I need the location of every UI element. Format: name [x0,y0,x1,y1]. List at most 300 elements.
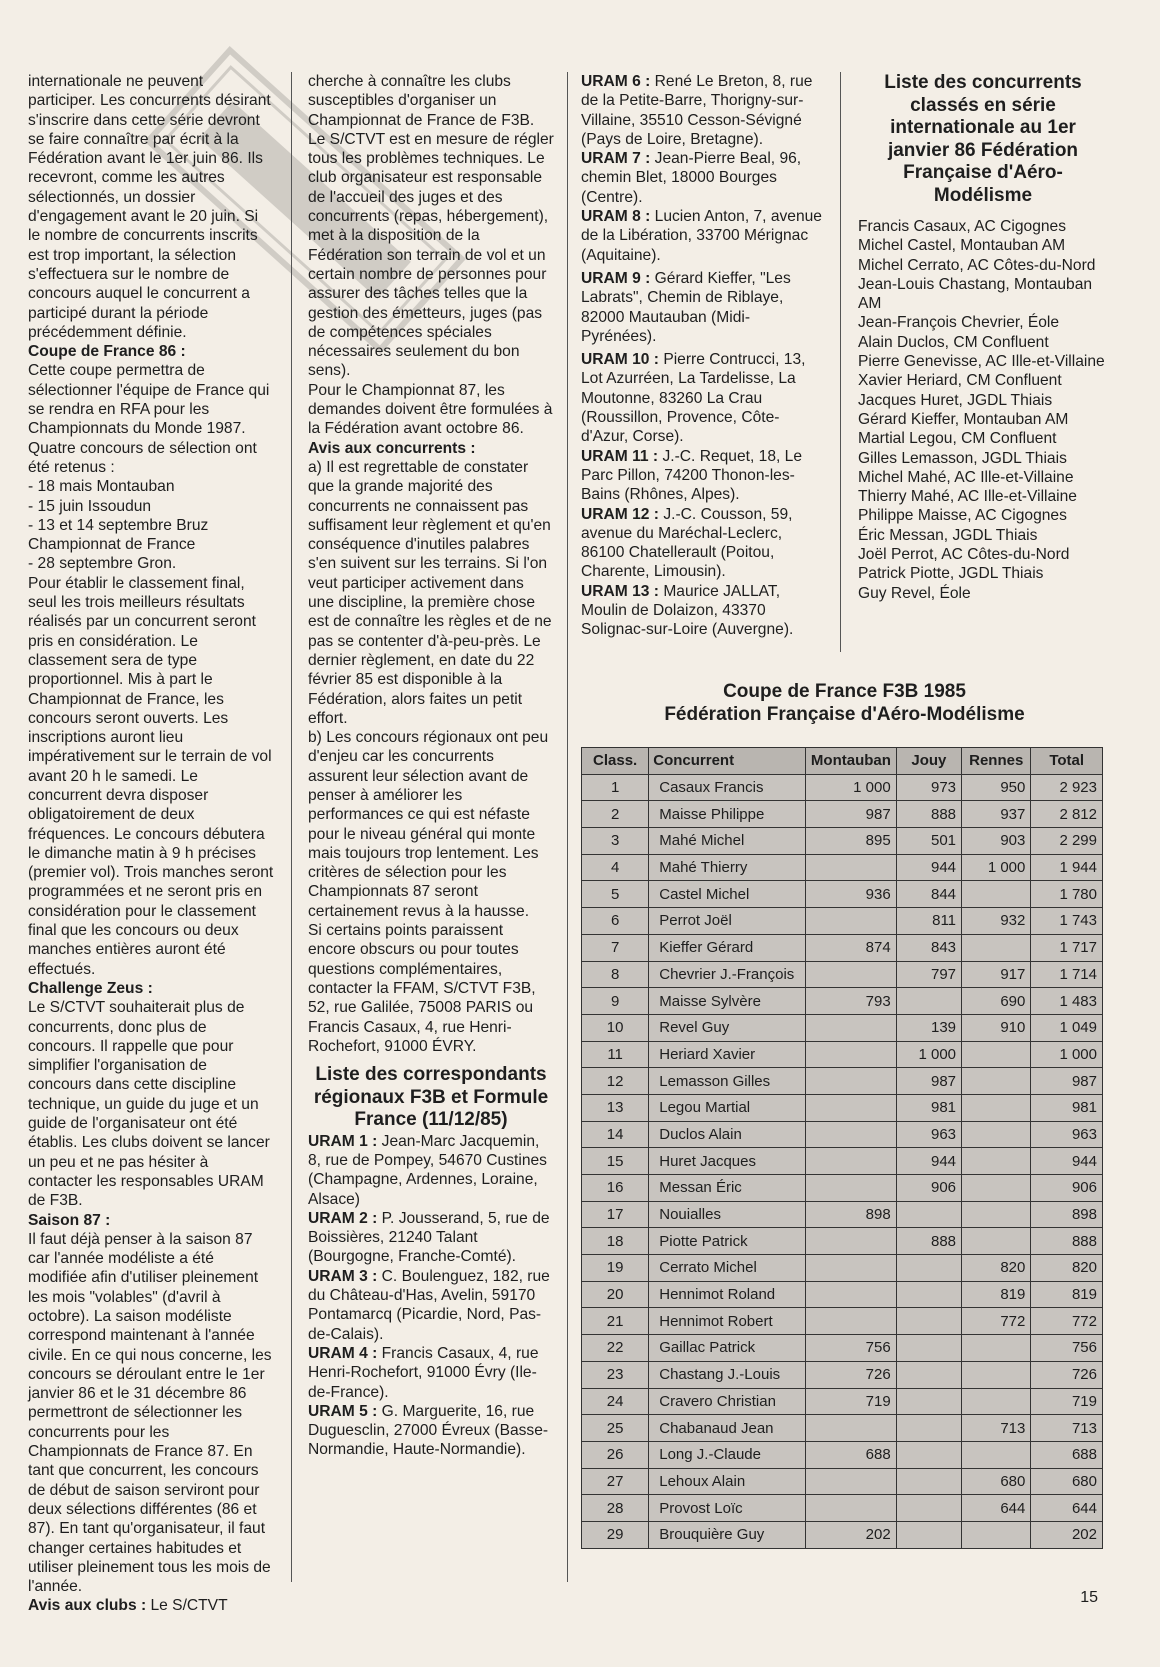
table-cell: Cerrato Michel [649,1255,806,1282]
uram-label: URAM 1 : [308,1132,378,1150]
table-cell: 797 [896,961,961,988]
table-cell [962,1175,1031,1202]
table-cell [806,1068,897,1095]
classified-competitors-title: Liste des concurrents classés en série internationale au 1er janvier 86 Fédération Française d'Aéro-Modélisme [884,72,1082,206]
table-row [582,1228,1103,1255]
col1-paragraph [28,998,274,1210]
competitor-entry: Michel Castel, Montauban AM [858,237,1066,255]
table-cell: 1 049 [1031,1014,1103,1041]
table-row [582,1014,1103,1041]
competitor-entry: Gérard Kieffer, Montauban AM [858,410,1069,428]
table-cell: Perrot Joël [649,908,806,935]
table-cell: 27 [582,1468,649,1495]
table-cell: Long J.-Claude [649,1441,806,1468]
table-row [582,881,1103,908]
uram-text: C. Boulenguez, 182, rue du Château-d'Has, Avelin, 59170 Pontamarcq (Picardie, Nord, Pas-de-Calais). [308,1267,550,1343]
table-cell: 15 [582,1148,649,1175]
table-cell: 1 000 [962,854,1031,881]
table-cell: 1 483 [1031,988,1103,1015]
table-cell: 16 [582,1175,649,1202]
table-cell [806,961,897,988]
section-heading: Coupe de France 86 : [28,343,186,361]
table-cell: 713 [1031,1415,1103,1442]
table-cell [806,1094,897,1121]
col1-paragraph [28,554,274,573]
table-cell: 690 [962,988,1031,1015]
correspondants-title: Liste des correspondants régionaux F3B et Formule France (11/12/85) [313,1064,549,1131]
uram-entry [308,1267,554,1344]
table-cell: 11 [582,1041,649,1068]
competitor-entry: Jean-François Chevrier, Éole [858,314,1060,332]
table-cell [806,1121,897,1148]
column-header: Concurrent [649,748,806,775]
col1-paragraph [28,1596,274,1615]
paragraph-text: a) Il est regrettable de constater que la grande majorité des concurrents ne connaissent pas suffisament leur règlement et qu'en conséquence d'inutiles palabres s'en suivent sur les terrains. Si l'on veut participer activement dans une discipline, la première chose est de connaître les règles et de ne pas se contenter d'à-peu-près. Le dernier règlement, en date du 22 février 85 est disponible à la Fédération, alors faites un petit effort. [308,458,552,727]
table-cell [962,1441,1031,1468]
table-cell: 6 [582,908,649,935]
table-cell: 820 [1031,1255,1103,1282]
table-cell [896,1495,961,1522]
table-cell: 14 [582,1121,649,1148]
table-cell [806,1255,897,1282]
text-column-2 [308,72,554,1460]
table-cell: Hennimot Robert [649,1308,806,1335]
col1-paragraph [28,979,274,998]
table-cell: 2 812 [1031,801,1103,828]
uram-entry [581,505,825,582]
table-cell: 820 [962,1255,1031,1282]
table-cell: Casaux Francis [649,774,806,801]
paragraph-text: - 18 mais Montauban [28,478,175,496]
table-cell: 944 [896,1148,961,1175]
competitor-entry: Jean-Louis Chastang, Montauban AM [858,275,1093,313]
paragraph-text: b) Les concours régionaux ont peu d'enjeu car les concurrents assurent leur sélection avant de penser à améliorer les performances ce qui est néfaste pour le niveau général qui monte mais toujours trop lentement. Les critères de sélection pour les Championnats 87 seront certainement revus à la hausse. [308,729,549,920]
table-row [582,1255,1103,1282]
table-cell: 1 743 [1031,908,1103,935]
table-cell: 713 [962,1415,1031,1442]
col1-paragraph [28,342,274,361]
table-cell: 981 [896,1094,961,1121]
table-cell: 898 [806,1201,897,1228]
paragraph-text: internationale ne peuvent participer. Les concurrents désirant s'inscrire dans cette série devront se faire connaître par écrit à la Fédération avant le 1er juin 86. Ils recevront, comme les autres sélectionnés, un dossier d'engagement avant le 20 juin. Si le nombre de concurrents inscrits est trop important, la sélection s'effectuera sur le nombre de concours auquel le concurrent a participé durant la période précédemment définie. [28,73,271,341]
table-cell: 1 000 [896,1041,961,1068]
column-header: Montauban [806,748,897,775]
col1-paragraph [28,361,274,477]
table-row [582,988,1103,1015]
table-cell: 906 [1031,1175,1103,1202]
table-cell: 772 [1031,1308,1103,1335]
table-cell [806,1175,897,1202]
table-cell: Kieffer Gérard [649,934,806,961]
table-cell: Lehoux Alain [649,1468,806,1495]
paragraph-text: Cette coupe permettra de sélectionner l'équipe de France qui se rendra en RFA pour les Championnats du Monde 1987. Quatre concours de sélection ont été retenus : [28,362,270,476]
table-cell [962,1094,1031,1121]
table-cell: 936 [806,881,897,908]
table-cell [806,1415,897,1442]
competitor-entry: Joël Perrot, AC Côtes-du-Nord [858,546,1070,564]
table-cell: 24 [582,1388,649,1415]
competitor-entry: Martial Legou, CM Confluent [858,430,1057,448]
table-cell: 903 [962,828,1031,855]
uram-label: URAM 8 : [581,208,651,226]
table-cell [962,1121,1031,1148]
section-heading: Avis aux concurrents : [308,439,476,457]
paragraph-text: Si certains points paraissent encore obscurs ou pour toutes questions complémentaires, contacter la FFAM, S/CTVT F3B, 52, rue Galilée, 75008 PARIS ou Francis Casaux, 4, rue Henri-Rochefort, 91000 ÉVRY. [308,922,536,1055]
table-cell [962,1388,1031,1415]
table-cell: 895 [806,828,897,855]
table-cell [962,1201,1031,1228]
table-cell: Chabanaud Jean [649,1415,806,1442]
column-rule-3 [840,72,841,652]
table-cell [962,881,1031,908]
table-cell: 888 [1031,1228,1103,1255]
competitor-entry: Michel Mahé, AC Ille-et-Villaine [858,468,1074,486]
table-row [582,934,1103,961]
table-cell: 8 [582,961,649,988]
table-cell: 688 [806,1441,897,1468]
table-cell [806,854,897,881]
table-cell: Brouquière Guy [649,1521,806,1548]
table-cell: Huret Jacques [649,1148,806,1175]
table-row [582,1335,1103,1362]
uram-label: URAM 9 : [581,269,651,287]
paragraph-text: Le S/CTVT [146,1597,228,1615]
table-row [582,1361,1103,1388]
table-cell: 844 [896,881,961,908]
competitor-entry: Alain Duclos, CM Confluent [858,333,1049,351]
table-cell: Mahé Michel [649,828,806,855]
competitor-entry: Patrick Piotte, JGDL Thiais [858,565,1044,583]
table-cell: 944 [896,854,961,881]
competitor-entry: Pierre Genevisse, AC Ille-et-Villaine [858,353,1105,371]
table-cell [896,1281,961,1308]
table-cell [896,1388,961,1415]
column-header: Jouy [896,748,961,775]
cup-results-table [581,747,1103,1549]
uram-label: URAM 12 : [581,505,659,523]
table-cell: 25 [582,1415,649,1442]
table-cell: 13 [582,1094,649,1121]
table-cell: 3 [582,828,649,855]
table-cell: 19 [582,1255,649,1282]
table-row [582,1388,1103,1415]
table-cell [896,988,961,1015]
table-cell: 772 [962,1308,1031,1335]
uram-text: Jean-Marc Jacquemin, 8, rue de Pompey, 54670 Custines (Champagne, Ardennes, Loraine, Alsace) [308,1132,547,1208]
competitor-entry: Francis Casaux, AC Cigognes [858,218,1067,235]
uram-label: URAM 4 : [308,1344,378,1362]
table-row [582,961,1103,988]
table-cell: 9 [582,988,649,1015]
paragraph-text: Le S/CTVT souhaiterait plus de concurrents, donc plus de concours. Il rappelle que pour simplifier l'organisation de concours dans cette discipline technique, un guide du juge et un guide de l'organisateur ont été établis. Les clubs doivent se lancer un peu et ne pas hésiter à contacter les responsables URAM de F3B. [28,999,270,1210]
table-cell: 843 [896,934,961,961]
table-cell: 18 [582,1228,649,1255]
table-row [582,1201,1103,1228]
table-cell [962,1041,1031,1068]
table-cell: 2 923 [1031,774,1103,801]
table-body [582,774,1103,1548]
table-cell [896,1361,961,1388]
table-cell [962,1361,1031,1388]
table-cell [806,1308,897,1335]
table-cell: 1 780 [1031,881,1103,908]
table-cell: 726 [1031,1361,1103,1388]
table-cell: Nouialles [649,1201,806,1228]
table-cell: 10 [582,1014,649,1041]
table-cell: 23 [582,1361,649,1388]
table-row [582,1415,1103,1442]
uram-text: Jean-Pierre Beal, 96, chemin Blet, 18000 Bourges (Centre). [581,150,802,206]
uram-entry [581,447,825,505]
table-cell: 688 [1031,1441,1103,1468]
text-column-1 [28,72,274,1616]
col2-paragraph [308,439,554,458]
table-cell: 1 717 [1031,934,1103,961]
table-cell [806,1041,897,1068]
table-cell: Heriard Xavier [649,1041,806,1068]
cup-table-title [581,680,1108,726]
table-cell: Duclos Alain [649,1121,806,1148]
table-cell: 910 [962,1014,1031,1041]
table-cell: 202 [1031,1521,1103,1548]
table-cell: 937 [962,801,1031,828]
table-cell: 756 [806,1335,897,1362]
col1-paragraph [28,1230,274,1597]
table-cell: 501 [896,828,961,855]
table-row [582,1068,1103,1095]
table-cell: 719 [1031,1388,1103,1415]
table-cell: 756 [1031,1335,1103,1362]
table-cell [896,1415,961,1442]
table-cell [962,1521,1031,1548]
paragraph-text: - 15 juin Issoudun [28,497,152,515]
table-row [582,774,1103,801]
table-row [582,1094,1103,1121]
table-row [582,1308,1103,1335]
table-cell: 906 [896,1175,961,1202]
competitor-entry: Éric Messan, JGDL Thiais [858,526,1038,544]
competitor-entry: Jacques Huret, JGDL Thiais [858,391,1053,409]
uram-text: Francis Casaux, 4, rue Henri-Rochefort, 91000 Évry (Ile-de-France). [308,1344,539,1401]
table-cell: 12 [582,1068,649,1095]
table-cell: 981 [1031,1094,1103,1121]
col1-paragraph [28,574,274,979]
uram-text: J.-C. Cousson, 59, avenue du Maréchal-Leclerc, 86100 Chatellerault (Poitou, Charente, Limousin). [581,505,793,581]
competitor-entry: Michel Cerrato, AC Côtes-du-Nord [858,256,1096,274]
uram-label: URAM 5 : [308,1402,378,1420]
table-row [582,1041,1103,1068]
col2-paragraph [308,381,554,439]
table-header-row [582,748,1103,775]
uram-label: URAM 3 : [308,1267,378,1285]
table-row [582,1441,1103,1468]
table-cell: 874 [806,934,897,961]
table-cell [806,1014,897,1041]
paragraph-text: Pour établir le classement final, seul les trois meilleurs résultats réalisés par un concurrent seront pris en considération. Le classement sera de type proportionnel. Mis à part le Championnat de France, les concours seront ouverts. Les inscriptions auront lieu impérativement sur le terrain de vol avant 20 h le samedi. Le concurrent devra disposer obligatoirement de deux fréquences. Le concours débutera le dimanche matin à 9 h précises (premier vol). Trois manches seront programmées et ne seront pris en considération pour le classement final que les concours ou deux manches entières auront été effectués. [28,574,274,978]
section-heading: Challenge Zeus : [28,979,153,997]
table-cell: 819 [1031,1281,1103,1308]
table-row [582,1148,1103,1175]
uram-label: URAM 11 : [581,447,659,465]
uram-entry [581,269,825,346]
table-cell [896,1468,961,1495]
uram-entry [581,149,825,207]
cup-title-line-2: Fédération Française d'Aéro-Modélisme [664,704,1025,725]
uram-text: Lucien Anton, 7, avenue de la Libération, 33700 Mérignac (Aquitaine). [581,208,822,264]
table-cell: Revel Guy [649,1014,806,1041]
paragraph-text: Il faut déjà penser à la saison 87 car l'année modéliste a été modifiée afin d'utiliser pleinement les mois "volables" (d'avril à octobre). La saison modéliste correspond maintenant à l'année civile. En ce qui nous concerne, les concours se déroulant entre le 1er janvier 86 et le 31 décembre 86 permettront de sélectionner les concurrents pour les Championnats de France 87. En tant que concurrent, les concours de début de saison serviront pour deux sélections différentes (86 et 87). En tant qu'organisateur, il faut changer certaines habitudes et utiliser pleinement tous les mois de l'année. [28,1230,272,1596]
uram-entry [581,582,825,640]
table-cell [806,1468,897,1495]
table-cell: 811 [896,908,961,935]
table-row [582,1175,1103,1202]
table-cell: 29 [582,1521,649,1548]
table-cell: 680 [1031,1468,1103,1495]
uram-entry [581,207,825,265]
table-cell [896,1335,961,1362]
uram-text: J.-C. Requet, 18, Le Parc Pillon, 74200 Thonon-les-Bains (Rhônes, Alpes). [581,447,803,504]
table-cell: Lemasson Gilles [649,1068,806,1095]
table-row [582,1281,1103,1308]
competitor-entry: Guy Revel, Éole [858,584,971,602]
table-cell: Maisse Philippe [649,801,806,828]
table-cell: 20 [582,1281,649,1308]
table-cell: 28 [582,1495,649,1522]
table-cell: 17 [582,1201,649,1228]
uram-label: URAM 2 : [308,1209,378,1227]
paragraph-text: - 28 septembre Gron. [28,555,177,573]
table-cell [806,1148,897,1175]
table-cell [806,908,897,935]
table-row [582,1521,1103,1548]
table-cell: 2 299 [1031,828,1103,855]
uram-text: Pierre Contrucci, 13, Lot Azurréen, La Tardelisse, La Moutonne, 83260 La Crau (Roussillon, Provence, Côte-d'Azur, Corse). [581,351,806,446]
competitor-entry: Philippe Maisse, AC Cigognes [858,507,1067,525]
table-cell [896,1255,961,1282]
table-cell [962,1148,1031,1175]
competitor-entry: Gilles Lemasson, JGDL Thiais [858,449,1067,467]
table-cell: 4 [582,854,649,881]
table-cell: 819 [962,1281,1031,1308]
table-row [582,1468,1103,1495]
classified-competitors-list [858,217,1108,603]
col2-paragraph [308,921,554,1056]
column-header: Rennes [962,748,1031,775]
table-cell: Chastang J.-Louis [649,1361,806,1388]
table-cell: 1 714 [1031,961,1103,988]
table-cell: 680 [962,1468,1031,1495]
table-cell: 719 [806,1388,897,1415]
table-cell: 5 [582,881,649,908]
table-cell: 139 [896,1014,961,1041]
table-cell: 963 [896,1121,961,1148]
table-cell [896,1521,961,1548]
uram-entry [581,350,825,446]
competitor-entry: Xavier Heriard, CM Confluent [858,372,1062,390]
table-cell: 644 [962,1495,1031,1522]
table-cell: Gaillac Patrick [649,1335,806,1362]
col2-paragraph [308,72,554,381]
table-cell: 987 [1031,1068,1103,1095]
table-cell: 888 [896,1228,961,1255]
col2-paragraph [308,458,554,728]
column-rule-2 [567,72,568,1582]
table-cell: 932 [962,908,1031,935]
table-row [582,828,1103,855]
table-cell: Castel Michel [649,881,806,908]
table-cell [896,1201,961,1228]
uram-label: URAM 13 : [581,582,659,600]
table-cell [806,1228,897,1255]
table-cell: 21 [582,1308,649,1335]
table-cell: 22 [582,1335,649,1362]
uram-text: René Le Breton, 8, rue de la Petite-Barre, Thorigny-sur-Villaine, 35510 Cesson-Sévigné (Pays de Loire, Bretagne). [581,73,813,148]
table-cell: 202 [806,1521,897,1548]
table-cell: 2 [582,801,649,828]
table-cell: 1 944 [1031,854,1103,881]
table-cell: 1 000 [1031,1041,1103,1068]
col1-paragraph [28,477,274,496]
uram-label: URAM 10 : [581,351,659,369]
table-cell: 950 [962,774,1031,801]
uram-text: P. Jousserand, 5, rue de Boissières, 21240 Talant (Bourgogne, Franche-Comté). [308,1209,550,1266]
uram-text: Gérard Kieffer, "Les Labrats", Chemin de Riblaye, 82000 Mautauban (Midi-Pyrénées). [581,269,791,345]
uram-entry [308,1344,554,1402]
table-cell [962,1068,1031,1095]
table-cell: 793 [806,988,897,1015]
col1-paragraph [28,497,274,516]
table-cell: 917 [962,961,1031,988]
table-row [582,854,1103,881]
table-row [582,1121,1103,1148]
table-cell: Hennimot Roland [649,1281,806,1308]
table-cell [806,1495,897,1522]
uram-label: URAM 7 : [581,150,651,168]
section-heading: Avis aux clubs : [28,1597,147,1615]
table-cell [806,1281,897,1308]
table-cell: Provost Loïc [649,1495,806,1522]
table-cell: Mahé Thierry [649,854,806,881]
table-cell [896,1308,961,1335]
uram-text: Maurice JALLAT, Moulin de Dolaizon, 43370 Solignac-sur-Loire (Auvergne). [581,582,794,639]
col1-paragraph [28,72,274,342]
table-cell: 987 [806,801,897,828]
paragraph-text: - 13 et 14 septembre Bruz Championnat de France [28,516,209,554]
table-cell: 644 [1031,1495,1103,1522]
table-row [582,1495,1103,1522]
table-cell: 898 [1031,1201,1103,1228]
col2-paragraph [308,728,554,921]
table-cell: 726 [806,1361,897,1388]
uram-label: URAM 6 : [581,73,651,90]
section-heading: Saison 87 : [28,1211,111,1229]
correspondants-list-continued [581,72,825,640]
table-cell: Cravero Christian [649,1388,806,1415]
col1-paragraph [28,1211,274,1230]
table-cell: Legou Martial [649,1094,806,1121]
table-cell: 26 [582,1441,649,1468]
uram-entry [308,1209,554,1267]
paragraph-text: Pour le Championnat 87, les demandes doivent être formulées à la Fédération avant octobre 86. [308,381,553,438]
table-cell [896,1441,961,1468]
table-row [582,801,1103,828]
table-cell: 1 000 [806,774,897,801]
col1-paragraph [28,516,274,555]
table-cell: 888 [896,801,961,828]
table-cell [962,934,1031,961]
table-cell: Messan Éric [649,1175,806,1202]
uram-entry [581,72,825,149]
